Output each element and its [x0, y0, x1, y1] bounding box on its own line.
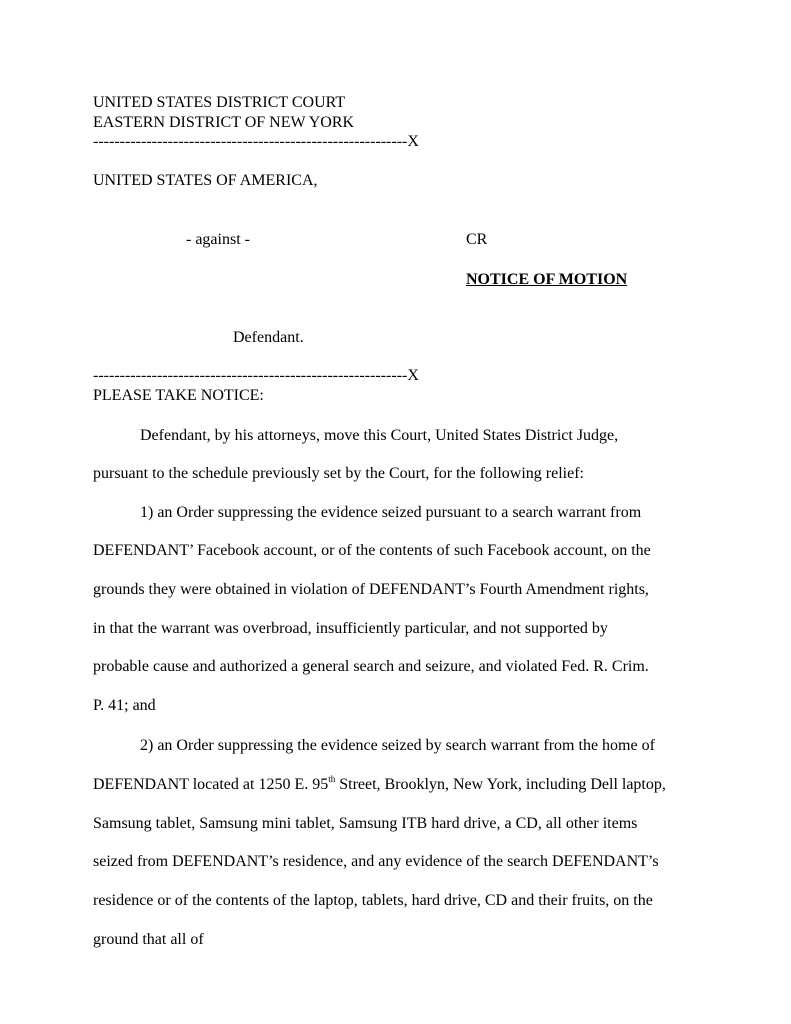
body-line: ground that all of: [93, 931, 204, 948]
body-line: 2) an Order suppressing the evidence seized by search warrant from the home of: [140, 737, 655, 754]
body-line: pursuant to the schedule previously set by the Court, for the following relief:: [93, 465, 584, 482]
ordinal-suffix: th: [328, 774, 336, 784]
court-name: UNITED STATES DISTRICT COURT: [93, 94, 346, 111]
case-number-label: CR: [466, 231, 488, 248]
caption-rule-bottom: -----------------------------------------------------------X: [93, 367, 419, 384]
address-text-pre: DEFENDANT located at 1250 E. 95: [93, 776, 329, 793]
body-line: residence or of the contents of the laptop, tablets, hard drive, CD and their fruits, on the: [93, 892, 653, 909]
body-line-address: [93, 774, 666, 793]
body-line: Samsung tablet, Samsung mini tablet, Samsung ITB hard drive, a CD, all other items: [93, 815, 638, 832]
body-line: P. 41; and: [93, 697, 156, 714]
defendant-label: Defendant.: [233, 329, 304, 346]
body-line: grounds they were obtained in violation of DEFENDANT’s Fourth Amendment rights,: [93, 581, 649, 598]
body-line: DEFENDANT’ Facebook account, or of the contents of such Facebook account, on the: [93, 542, 651, 559]
court-district: EASTERN DISTRICT OF NEW YORK: [93, 114, 355, 131]
notice-heading: PLEASE TAKE NOTICE:: [93, 387, 264, 404]
document-title: NOTICE OF MOTION: [466, 271, 628, 288]
caption-rule-top: -----------------------------------------------------------X: [93, 133, 419, 150]
body-line: Defendant, by his attorneys, move this Court, United States District Judge,: [140, 427, 619, 444]
body-line: 1) an Order suppressing the evidence seized pursuant to a search warrant from: [140, 504, 642, 521]
body-line: probable cause and authorized a general search and seizure, and violated Fed. R. Crim.: [93, 658, 649, 675]
body-line: seized from DEFENDANT’s residence, and any evidence of the search DEFENDANT’s: [93, 853, 659, 870]
body-line: in that the warrant was overbroad, insufficiently particular, and not supported by: [93, 620, 608, 637]
plaintiff-name: UNITED STATES OF AMERICA,: [93, 172, 318, 189]
address-text-post: Street, Brooklyn, New York, including Dell laptop,: [335, 776, 666, 793]
against-label: - against -: [186, 231, 250, 248]
